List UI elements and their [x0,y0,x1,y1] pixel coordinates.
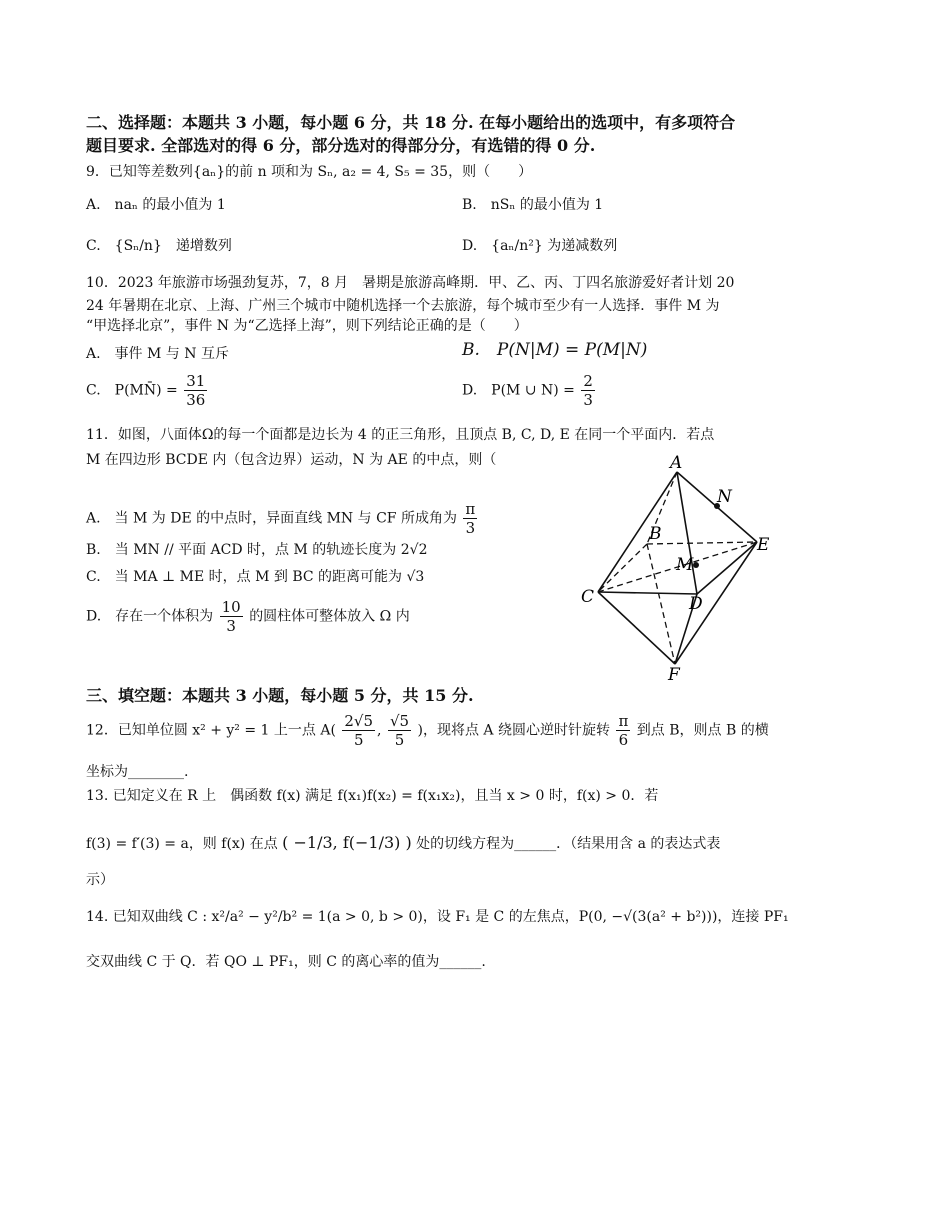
section2-header-line1: 二、选择题：本题共 3 小题，每小题 6 分，共 18 分. 在每小题给出的选项中，有多项符合 [86,113,736,132]
q11-option-d-fraction [220,598,243,635]
q11-option-d-prefix: D. 存在一个体积为 [86,608,214,625]
q9-option-a: A. naₙ 的最小值为 1 [86,197,226,213]
q13-text-b: 处的切线方程为______．（结果用含 a 的表达式表 [416,836,721,852]
q11-option-d [86,598,410,635]
q12-text-c: 到点 B，则点 B 的横 [636,722,769,739]
q10-line2: 24 年暑期在北京、上海、广州三个城市中随机选择一个去旅游，每个城市至少有一人选择．事件 M 为 [86,298,720,314]
q10-option-c-num: 31 [186,372,206,390]
q13-line2 [86,833,720,854]
label-d: D [689,594,703,614]
q13-text-a: f(3) = f′(3) = a，则 f(x) 在点 [86,836,278,852]
q11-option-b: B. 当 MN // 平面 ACD 时，点 M 的轨迹长度为 2√2 [86,542,428,558]
q12-fraction-1 [342,712,375,749]
q11-line1: 11．如图，八面体Ω的每一个面都是边长为 4 的正三角形，且顶点 B, C, D, E 在同一个平面内．若点 [86,427,715,443]
label-a: A [670,453,683,473]
q12-line2: 坐标为________. [86,764,189,780]
q10-option-c-prefix: C. P(MN̄) = [86,382,178,399]
label-m: M [676,555,694,575]
q14-line1: 14. 已知双曲线 C : x²/a² − y²/b² = 1(a > 0, b > 0)，设 F₁ 是 C 的左焦点，P(0, −√(3(a² + b²)))，连接 PF₁ [86,909,789,925]
section2-header-line2: 题目要求. 全部选对的得 6 分，部分选对的得部分分，有选错的得 0 分. [86,136,596,155]
q11-option-a-fraction [463,500,477,537]
q12-fraction-2-den: 5 [394,731,405,749]
q10-option-c-fraction [184,372,207,409]
q10-option-d [462,372,597,409]
q11-option-c: C. 当 MA ⊥ ME 时，点 M 到 BC 的距离可能为 √3 [86,569,425,585]
q10-option-a: A. 事件 M 与 N 互斥 [86,346,229,362]
q12-fraction-2-num: √5 [389,712,410,730]
q12-fraction-2 [388,712,411,749]
q10-option-c [86,372,209,409]
edge-cf [598,592,675,664]
q12-line1 [86,712,769,749]
label-n: N [717,487,732,507]
edge-bf-hidden [647,544,675,664]
q14-line2: 交双曲线 C 于 Q．若 QO ⊥ PF₁，则 C 的离心率的值为______. [86,954,486,970]
q10-option-b: B. P(N|M) = P(M|N) [462,340,648,360]
q10-option-d-prefix: D. P(M ∪ N) = [462,382,575,399]
q11-option-d-suffix: 的圆柱体可整体放入 Ω 内 [249,608,410,625]
q12-text-b: )，现将点 A 绕圆心逆时针旋转 [417,722,610,739]
q10-option-d-den: 3 [583,391,593,409]
q12-text-a: 12．已知单位圆 x² + y² = 1 上一点 A( [86,722,336,739]
q10-option-d-num: 2 [583,372,593,390]
q12-fraction-1-num: 2√5 [344,712,374,730]
q10-line3: “甲选择北京”，事件 N 为“乙选择上海”，则下列结论正确的是（ ） [86,318,528,334]
section3-header: 三、填空题：本题共 3 小题，每小题 5 分，共 15 分. [86,686,474,705]
q11-option-a [86,500,479,537]
edge-be-hidden [647,542,757,544]
q9-option-d: D. {aₙ/n²} 为递减数列 [462,238,618,254]
q9-option-b: B. nSₙ 的最小值为 1 [462,197,604,213]
label-e: E [757,535,770,555]
q11-line2: M 在四边形 BCDE 内（包含边界）运动，N 为 AE 的中点，则（ [86,452,497,468]
q9-stem: 9．已知等差数列{aₙ}的前 n 项和为 Sₙ, a₂ = 4, S₅ = 35，则（ ） [86,164,533,180]
q11-option-d-num: 10 [221,598,241,616]
point-m [693,562,699,568]
q11-option-d-den: 3 [226,617,236,635]
octahedron-figure [575,452,790,684]
q12-fraction-3 [616,712,630,749]
q10-option-c-den: 36 [186,391,206,409]
edge-cd [598,592,697,594]
label-b: B [649,524,662,544]
q12-comma: , [377,722,382,739]
q11-option-a-text: A. 当 M 为 DE 的中点时，异面直线 MN 与 CF 所成角为 [86,510,457,527]
label-c: C [581,587,595,607]
label-f: F [668,665,680,684]
q13-line1: 13. 已知定义在 R 上 偶函数 f(x) 满足 f(x₁)f(x₂) = f(x₁x₂)，且当 x > 0 时，f(x) > 0．若 [86,788,659,804]
q9-option-c: C. {Sₙ/n} 递增数列 [86,238,232,254]
q10-option-d-fraction [581,372,595,409]
edge-ad [677,472,697,594]
q12-fraction-3-num: π [618,712,629,730]
q13-line3: 示） [86,872,114,888]
q11-option-a-den: 3 [465,519,476,537]
q10-line1: 10．2023 年旅游市场强劲复苏，7，8 月 暑期是旅游高峰期．甲、乙、丙、丁四名旅游爱好者计划 20 [86,275,735,291]
q11-option-a-num: π [465,500,476,518]
q13-point: ( −1/3, f(−1/3) ) [282,833,412,852]
q12-fraction-1-den: 5 [353,731,364,749]
edge-ac [598,472,677,592]
q12-fraction-3-den: 6 [618,731,629,749]
